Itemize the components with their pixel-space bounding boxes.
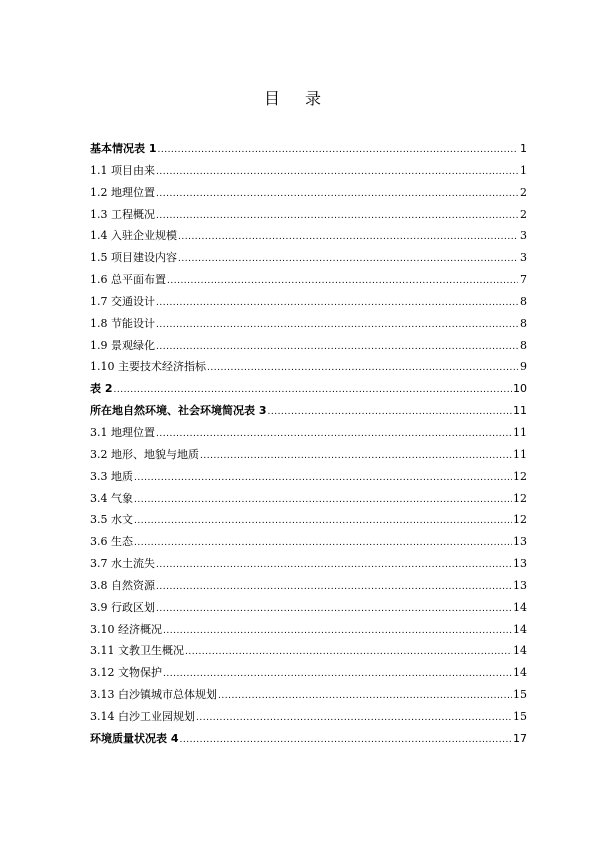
toc-entry-page-number: 10 xyxy=(513,382,527,396)
toc-dot-leader xyxy=(163,626,512,636)
toc-entry[interactable] xyxy=(90,511,527,533)
toc-entry-page-number: 3 xyxy=(520,229,527,243)
toc-entry-label: 所在地自然环境、社会环境简况表 3 xyxy=(90,404,267,418)
toc-entry-label: 1.10 主要技术经济指标 xyxy=(90,360,206,374)
toc-entry[interactable] xyxy=(90,490,527,512)
toc-entry[interactable] xyxy=(90,358,527,380)
toc-entry-label: 1.1 项目由来 xyxy=(90,163,155,177)
toc-entry-label: 环境质量状况表 4 xyxy=(90,731,179,745)
toc-entry-page-number: 3 xyxy=(520,251,527,265)
toc-entry-page-number: 1 xyxy=(520,142,527,155)
toc-entry[interactable] xyxy=(90,184,527,206)
toc-entry-page-number: 7 xyxy=(520,273,527,287)
toc-entry[interactable] xyxy=(90,577,527,599)
toc-dot-leader xyxy=(156,604,512,614)
toc-entry-page-number: 14 xyxy=(513,600,527,614)
toc-entry-page-number: 9 xyxy=(520,360,527,374)
toc-dot-leader xyxy=(113,385,512,395)
toc-dot-leader xyxy=(167,276,518,286)
toc-entry-label: 3.12 文物保护 xyxy=(90,666,162,680)
toc-entry-label: 基本情况表 1 xyxy=(90,142,157,155)
toc-entry[interactable] xyxy=(90,446,527,468)
toc-entry-label: 3.2 地形、地貌与地质 xyxy=(90,447,199,461)
toc-dot-leader xyxy=(156,560,512,570)
toc-entry-page-number: 13 xyxy=(513,535,527,549)
toc-entry[interactable] xyxy=(90,271,527,293)
toc-entry-label: 3.4 气象 xyxy=(90,491,133,505)
toc-dot-leader xyxy=(156,167,518,177)
toc-entry-page-number: 11 xyxy=(513,447,527,461)
toc-entry[interactable] xyxy=(90,642,527,664)
toc-entry-page-number: 11 xyxy=(513,404,527,418)
toc-dot-leader xyxy=(156,342,518,352)
toc-entry[interactable] xyxy=(90,162,527,184)
toc-dot-leader xyxy=(156,429,512,439)
toc-entry-page-number: 15 xyxy=(513,688,527,702)
toc-entry-label: 1.6 总平面布置 xyxy=(90,273,166,287)
toc-entry-label: 1.7 交通设计 xyxy=(90,294,155,308)
toc-entry-label: 3.10 经济概况 xyxy=(90,622,162,636)
toc-entry-page-number: 12 xyxy=(513,491,527,505)
toc-entry-label: 3.13 白沙镇城市总体规划 xyxy=(90,688,217,702)
toc-entry[interactable] xyxy=(90,555,527,577)
toc-dot-leader xyxy=(267,407,512,417)
toc-entry[interactable] xyxy=(90,140,527,162)
toc-dot-leader xyxy=(200,451,512,461)
toc-title: 目 录 xyxy=(263,89,332,108)
toc-dot-leader xyxy=(196,713,512,723)
toc-dot-leader xyxy=(156,298,518,308)
toc-entry-page-number: 2 xyxy=(520,207,527,221)
toc-entry-page-number: 1 xyxy=(520,163,527,177)
toc-entry[interactable] xyxy=(90,249,527,271)
toc-entry[interactable] xyxy=(90,599,527,621)
toc-entry-page-number: 14 xyxy=(513,666,527,680)
toc-entry[interactable] xyxy=(90,424,527,446)
toc-dot-leader xyxy=(134,538,512,548)
toc-entry[interactable] xyxy=(90,533,527,555)
toc-entry-page-number: 14 xyxy=(513,622,527,636)
toc-dot-leader xyxy=(178,254,518,264)
toc-entry[interactable] xyxy=(90,206,527,228)
toc-dot-leader xyxy=(163,669,512,679)
toc-dot-leader xyxy=(157,145,518,155)
toc-entry-label: 3.1 地理位置 xyxy=(90,425,155,439)
toc-entry-label: 1.2 地理位置 xyxy=(90,185,155,199)
toc-entry-label: 1.8 节能设计 xyxy=(90,316,155,330)
toc-dot-leader xyxy=(156,189,518,199)
toc-entry-page-number: 14 xyxy=(513,644,527,658)
toc-entry[interactable] xyxy=(90,468,527,490)
toc-entry-page-number: 13 xyxy=(513,557,527,571)
toc-dot-leader xyxy=(207,363,518,373)
toc-list xyxy=(90,140,527,752)
toc-dot-leader xyxy=(218,691,512,701)
toc-dot-leader xyxy=(156,320,518,330)
toc-dot-leader xyxy=(156,582,512,592)
toc-dot-leader xyxy=(185,647,512,657)
toc-entry[interactable] xyxy=(90,315,527,337)
toc-entry[interactable] xyxy=(90,227,527,249)
toc-dot-leader xyxy=(178,232,518,242)
toc-entry[interactable] xyxy=(90,708,527,730)
toc-entry-label: 表 2 xyxy=(90,382,113,396)
toc-entry-page-number: 8 xyxy=(520,338,527,352)
toc-entry[interactable] xyxy=(90,337,527,359)
toc-entry-page-number: 8 xyxy=(520,316,527,330)
toc-entry-label: 3.9 行政区划 xyxy=(90,600,155,614)
toc-entry[interactable] xyxy=(90,730,527,752)
toc-entry-label: 3.6 生态 xyxy=(90,535,133,549)
toc-entry-page-number: 2 xyxy=(520,185,527,199)
toc-entry-label: 3.14 白沙工业园规划 xyxy=(90,709,195,723)
toc-dot-leader xyxy=(134,516,512,526)
toc-entry-page-number: 17 xyxy=(513,731,527,745)
toc-entry[interactable] xyxy=(90,380,527,402)
toc-entry-label: 3.8 自然资源 xyxy=(90,578,155,592)
toc-dot-leader xyxy=(134,473,512,483)
toc-entry-page-number: 11 xyxy=(513,425,527,439)
toc-entry-label: 1.3 工程概况 xyxy=(90,207,155,221)
toc-dot-leader xyxy=(156,211,518,221)
toc-entry-label: 1.9 景观绿化 xyxy=(90,338,155,352)
toc-entry-label: 3.3 地质 xyxy=(90,469,133,483)
toc-entry-page-number: 12 xyxy=(513,513,527,527)
toc-entry-label: 3.11 文教卫生概况 xyxy=(90,644,184,658)
toc-entry-label: 1.4 入驻企业规模 xyxy=(90,229,177,243)
toc-entry[interactable] xyxy=(90,664,527,686)
toc-entry-page-number: 13 xyxy=(513,578,527,592)
toc-dot-leader xyxy=(179,735,512,745)
toc-entry[interactable] xyxy=(90,293,527,315)
toc-entry-label: 3.7 水土流失 xyxy=(90,557,155,571)
toc-entry[interactable] xyxy=(90,686,527,708)
toc-entry-page-number: 15 xyxy=(513,709,527,723)
toc-entry-label: 1.5 项目建设内容 xyxy=(90,251,177,265)
toc-entry-label: 3.5 水文 xyxy=(90,513,133,527)
toc-entry-page-number: 8 xyxy=(520,294,527,308)
toc-dot-leader xyxy=(134,495,512,505)
toc-entry[interactable] xyxy=(90,402,527,424)
toc-entry-page-number: 12 xyxy=(513,469,527,483)
toc-entry[interactable] xyxy=(90,621,527,643)
